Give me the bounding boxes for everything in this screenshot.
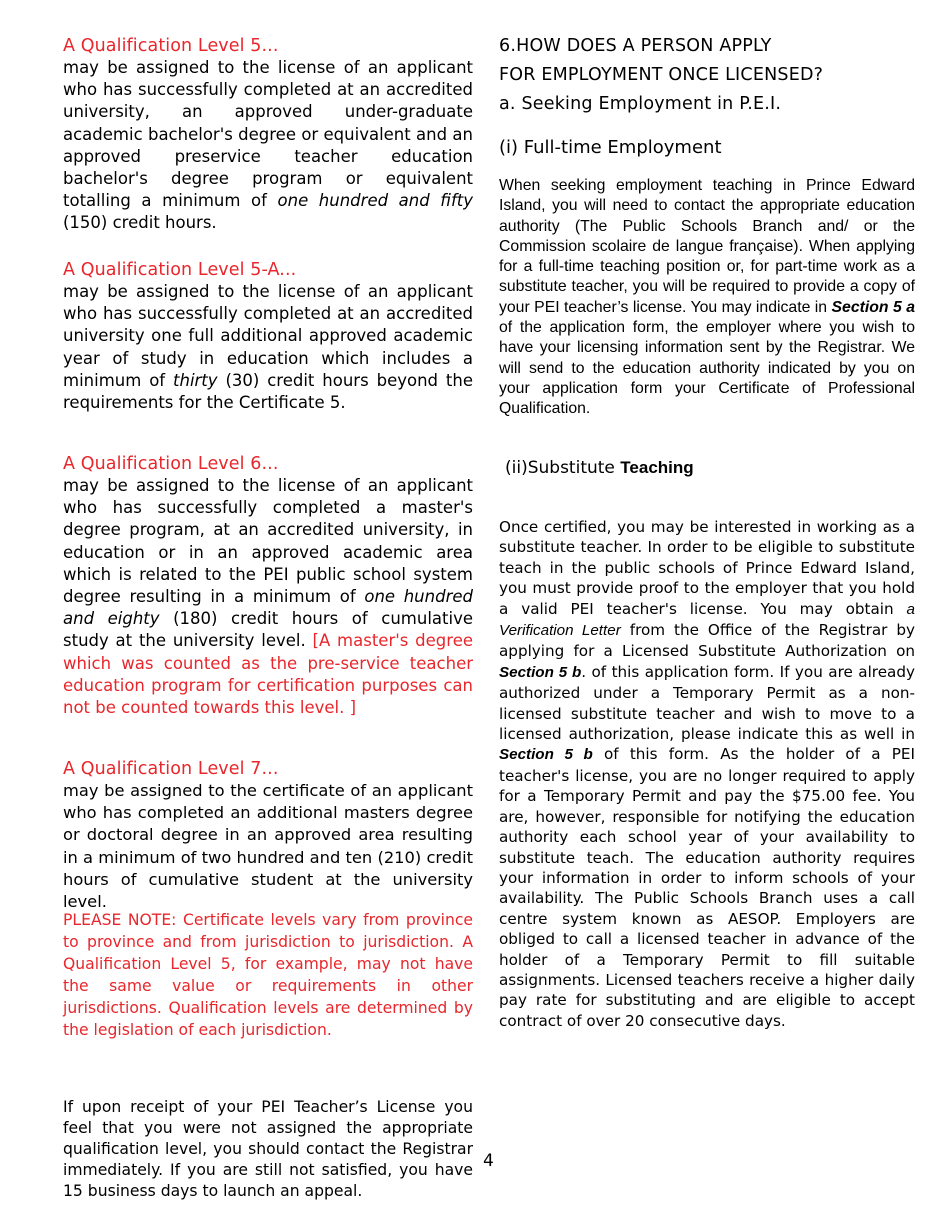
level5a-section — [63, 259, 473, 414]
appeal-section — [63, 1097, 473, 1202]
level6-heading: A Qualification Level 6... — [63, 454, 279, 474]
level5-section — [63, 35, 473, 235]
section-title-line-1: 6.HOW DOES A PERSON APPLY — [499, 36, 772, 56]
level7-heading: A Qualification Level 7... — [63, 759, 279, 779]
fulltime-text: When seeking employment teaching in Prince Edward Island, you will need to contact the appropriate education authority (The Public Schools Branch and/ or the Commission scolaire de langue française). When applying for a full-time teaching position or, for part-time work as a substitute teacher, you will be required to provide a copy of your PEI teacher’s license. You may indicate in Section 5 a of the application form, the employer where you wish to have your licensing information sent by the Registrar. We will send to the education authority indicated by you on your application form your Certificate of Professional Qualification. — [499, 177, 915, 418]
level7-section — [63, 758, 473, 913]
section-6-title — [499, 32, 916, 119]
level6-section — [63, 453, 473, 719]
substitute-heading: (ii)Substitute Teaching — [505, 458, 694, 478]
section-5b-ref-2: Section 5 b — [499, 746, 593, 764]
level5a-text: may be assigned to the license of an applicant who has successfully completed at an accredited university one full additional approved academic year of study in education which includes a minimum of thirty (30) credit hours beyond the requirements for the Certificate 5. — [63, 282, 473, 413]
please-note — [63, 909, 473, 1041]
fulltime-heading: (i) Full-time Employment — [499, 137, 722, 158]
level6-note: [A master's degree which was counted as the pre-service teacher education program for certification purposes can not be counted towards this level. ] — [63, 631, 473, 718]
substitute-section — [499, 517, 915, 1031]
page-number: 4 — [483, 1151, 494, 1171]
level5-heading: A Qualification Level 5... — [63, 36, 279, 56]
appeal-text: If upon receipt of your PEI Teacher’s License you feel that you were not assigned the appropriate qualification level, you should contact the Registrar immediately. If you are still not satisfied, you have 15 business days to launch an appeal. — [63, 1098, 473, 1200]
section-5a-ref: Section 5 a — [831, 298, 915, 316]
subsection-a-heading: a. Seeking Employment in P.E.I. — [499, 94, 782, 114]
section-title-line-2: FOR EMPLOYMENT ONCE LICENSED? — [499, 65, 824, 85]
level5-text: may be assigned to the license of an applicant who has successfully completed at an accredited university, an approved under-graduate academic bachelor's degree or equivalent and an approved preservice teacher education bachelor's degree program or equivalent totalling a minimum of one hundred and fifty (150) credit hours. — [63, 58, 473, 233]
level6-text: may be assigned to the license of an applicant who has successfully completed a master's degree program, at an accredited university, in education or in an approved academic area which is related to the PEI public school system degree resulting in a minimum of one hundred and eighty (180) credit hours of cumulative study at the university level. [A master's degree which was counted as the pre-service teacher education program for certification purposes can not be counted towards this level. ] — [63, 476, 473, 718]
level7-text: may be assigned to the certificate of an applicant who has completed an additional masters degree or doctoral degree in an approved area resulting in a minimum of two hundred and ten (210) credit hours of cumulative student at the university level. — [63, 781, 473, 912]
section-5b-ref: Section 5 b — [499, 663, 582, 681]
level5a-heading: A Qualification Level 5-A... — [63, 260, 297, 280]
fulltime-section — [499, 176, 915, 420]
substitute-text: Once certified, you may be interested in working as a substitute teacher. In order to be eligible to substitute teach in the public schools of Prince Edward Island, you must provide proof to the employer that you hold a valid PEI teacher's license. You may obtain a Verification Letter from the Office of the Registrar by applying for a Licensed Substitute Authorization on Section 5 b. of this application form. If you are already authorized under a Temporary Permit as a non-licensed substitute teacher and wish to move to a licensed authorization, please indicate this as well in Section 5 b of this form. As the holder of a PEI teacher's license, you are no longer required to apply for a Temporary Permit and pay the $75.00 fee. You are, however, responsible for notifying the education authority each school year of your availability to substitute teach. The education authority requires your information in order to inform schools of your availability. The Public Schools Branch uses a call centre system known as AESOP. Employers are obliged to call a licensed teacher in advance of the holder of a Temporary Permit to fill suitable assignments. Licensed teachers receive a higher daily pay rate for substituting and are eligible to accept contract of over 20 consecutive days. — [499, 518, 916, 1030]
please-note-text: PLEASE NOTE: Certificate levels vary from province to province and from jurisdiction to jurisdiction. A Qualification Level 5, for example, may not have the same value or requirements in other jurisdictions. Qualification levels are determined by the legislation of each jurisdiction. — [63, 911, 473, 1039]
